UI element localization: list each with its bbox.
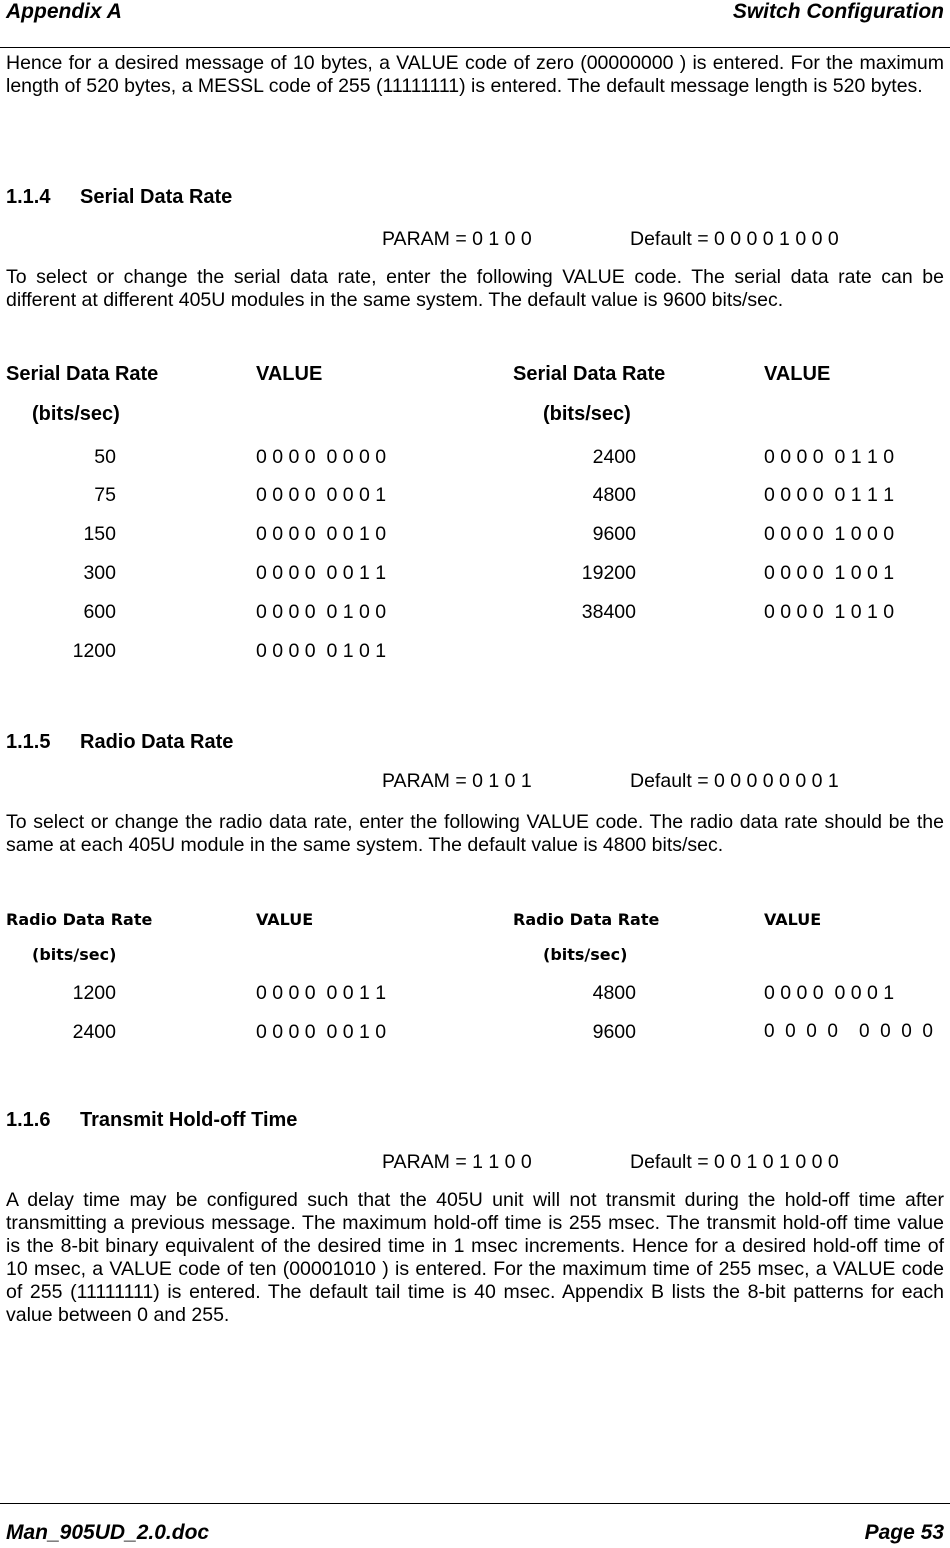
footer-page-number: Page 53 xyxy=(864,1521,944,1544)
table-row-value: 0 0 0 0 0 0 0 1 xyxy=(256,484,387,506)
table-row-value: 0 0 0 0 1 0 0 1 xyxy=(764,562,895,584)
table-row-rate: 75 xyxy=(94,484,116,506)
section-title: Serial Data Rate xyxy=(80,186,233,208)
table-row-rate: 600 xyxy=(83,601,116,623)
section-heading-serial xyxy=(6,186,232,209)
table-row-value: 0 0 0 0 0 0 1 1 xyxy=(256,982,387,1004)
table-row-rate: 150 xyxy=(83,523,116,545)
radio-col-units-left: (bits/sec) xyxy=(32,945,117,964)
table-row-rate: 2400 xyxy=(72,1021,116,1043)
radio-col-value-left: VALUE xyxy=(256,910,314,929)
serial-col-value-right: VALUE xyxy=(764,363,831,385)
section-heading-radio xyxy=(6,731,233,754)
holdoff-param: PARAM = 1 1 0 0 xyxy=(382,1151,532,1173)
holdoff-default: Default = 0 0 1 0 1 0 0 0 xyxy=(630,1151,839,1173)
radio-col-value-right: VALUE xyxy=(764,910,822,929)
table-row-rate: 4800 xyxy=(592,484,636,506)
radio-default: Default = 0 0 0 0 0 0 0 1 xyxy=(630,770,839,792)
table-row-value: 0 0 0 0 0 0 0 0 xyxy=(764,1021,933,1042)
serial-col-units-left: (bits/sec) xyxy=(32,403,120,425)
radio-col-rate-left: Radio Data Rate xyxy=(6,910,153,929)
footer-filename: Man_905UD_2.0.doc xyxy=(6,1521,210,1544)
header-rule xyxy=(0,47,950,48)
serial-col-value-left: VALUE xyxy=(256,363,323,385)
section-number: 1.1.4 xyxy=(6,186,51,208)
table-row-value: 0 0 0 0 0 0 1 0 xyxy=(256,1021,387,1043)
section-title: Transmit Hold-off Time xyxy=(80,1109,298,1131)
radio-col-rate-right: Radio Data Rate xyxy=(513,910,660,929)
table-row-value: 0 0 0 0 0 0 1 1 xyxy=(256,562,387,584)
table-row-rate: 2400 xyxy=(592,446,636,468)
serial-col-rate-left: Serial Data Rate xyxy=(6,363,159,385)
table-row-value: 0 0 0 0 0 1 1 1 xyxy=(764,484,895,506)
header-left: Appendix A xyxy=(6,0,122,23)
header-right: Switch Configuration xyxy=(732,0,944,23)
table-row-rate: 9600 xyxy=(592,523,636,545)
table-row-rate: 9600 xyxy=(592,1021,636,1043)
table-row-rate: 19200 xyxy=(581,562,636,584)
table-row-value: 0 0 0 0 0 0 1 0 xyxy=(256,523,387,545)
section-title: Radio Data Rate xyxy=(80,731,234,753)
serial-param: PARAM = 0 1 0 0 xyxy=(382,228,532,250)
section-heading-holdoff xyxy=(6,1109,297,1132)
serial-description: To select or change the serial data rate, enter the following VALUE code. The serial data rate can be different at different 405U modules in the same system. The default value is 9600 bits/sec. xyxy=(6,266,944,311)
section-number: 1.1.5 xyxy=(6,731,51,753)
table-row-rate: 1200 xyxy=(72,982,116,1004)
table-row-value: 0 0 0 0 0 0 0 1 xyxy=(764,982,895,1004)
intro-paragraph: Hence for a desired message of 10 bytes, a VALUE code of zero (00000000 ) is entered. For the maximum length of 520 bytes, a MESSL code of 255 (11111111) is entered. The default message length is 520 bytes. xyxy=(6,52,944,97)
table-row-value: 0 0 0 0 0 1 0 1 xyxy=(256,640,387,662)
footer-rule xyxy=(0,1503,950,1504)
table-row-value: 0 0 0 0 0 0 0 0 xyxy=(256,446,387,468)
table-row-rate: 1200 xyxy=(72,640,116,662)
serial-col-units-right: (bits/sec) xyxy=(543,403,631,425)
serial-col-rate-right: Serial Data Rate xyxy=(513,363,666,385)
radio-description: To select or change the radio data rate, enter the following VALUE code. The radio data rate should be the same at each 405U module in the same system. The default value is 4800 bits/sec. xyxy=(6,811,944,856)
table-row-rate: 38400 xyxy=(581,601,636,623)
serial-default: Default = 0 0 0 0 1 0 0 0 xyxy=(630,228,839,250)
table-row-rate: 300 xyxy=(83,562,116,584)
table-row-value: 0 0 0 0 1 0 1 0 xyxy=(764,601,895,623)
table-row-value: 0 0 0 0 1 0 0 0 xyxy=(764,523,895,545)
table-row-rate: 50 xyxy=(94,446,116,468)
holdoff-description: A delay time may be configured such that the 405U unit will not transmit during the hold-off time after transmitting a previous message. The maximum hold-off time is 255 msec. The transmit hold-off time value is the 8-bit binary equivalent of the desired time in 1 msec increments. Hence for a desired hold-off time of 10 msec, a VALUE code of ten (00001010 ) is entered. For the maximum time of 255 msec, a VALUE code of 255 (11111111) is entered. The default tail time is 40 msec. Appendix B lists the 8-bit patterns for each value between 0 and 255. xyxy=(6,1189,944,1326)
section-number: 1.1.6 xyxy=(6,1109,51,1131)
table-row-rate: 4800 xyxy=(592,982,636,1004)
radio-param: PARAM = 0 1 0 1 xyxy=(382,770,532,792)
table-row-value: 0 0 0 0 0 1 1 0 xyxy=(764,446,895,468)
table-row-value: 0 0 0 0 0 1 0 0 xyxy=(256,601,387,623)
radio-col-units-right: (bits/sec) xyxy=(543,945,628,964)
